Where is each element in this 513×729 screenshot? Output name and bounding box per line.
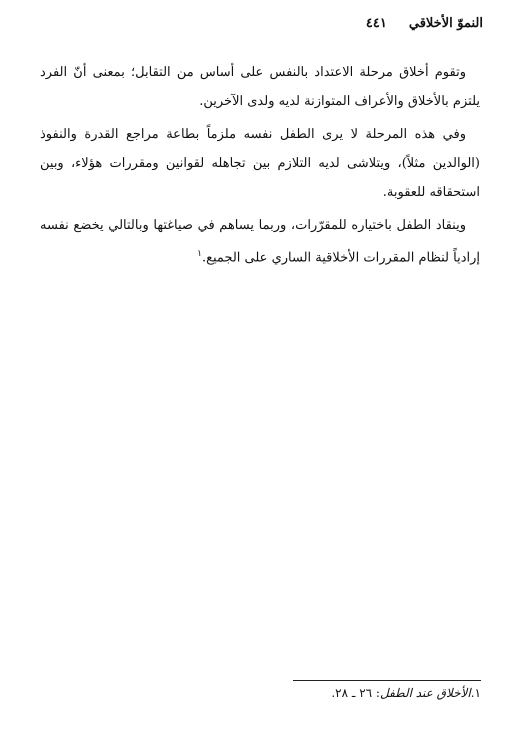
paragraph-2-line-2: مثلاً)، ويتلاشى لديه التلازم بين تجاهله لقوانين ومقررات هؤلاء، وبين استحقاقه للعقوبة. [40,156,480,200]
paragraph-1-line-1: وتقوم أخلاق مرحلة الاعتداد بالنفس على أساس من التقابل؛ بمعنى أنّ الفرد [40,65,466,80]
body-text [40,58,480,276]
paragraph-1-line-2: يلتزم بالأخلاق والأعراف المتوازنة لديه ولدى الآخرين. [199,94,480,109]
running-header [30,16,483,31]
paragraph-3-line-1: وينقاد الطفل باختياره للمقرّرات، وربما يساهم في صياغتها وبالتالي يخضع نفسه [40,218,466,233]
footnote [331,686,481,700]
paragraph-2 [40,120,480,207]
page-number: ٤٤١ [365,16,387,31]
paragraph-1 [40,58,480,116]
footnote-divider [293,680,481,681]
chapter-title: النموّ الأخلاقي [408,16,483,31]
footnote-source: الأخلاق عند الطفل [379,686,471,700]
footnote-pages: : ٢٦ ـ ٢٨. [331,686,380,700]
paragraph-3 [40,211,480,272]
footnote-reference: ١ [197,249,202,259]
footnote-number: ١. [470,686,481,700]
paragraph-3-line-2: إرادياً لنظام المقررات الأخلاقية الساري على الجميع. [201,250,480,266]
paragraph-2-line-1: وفي هذه المرحلة لا يرى الطفل نفسه ملزماً بطاعة مراجع القدرة والنفوذ (الوالدين [40,127,480,171]
